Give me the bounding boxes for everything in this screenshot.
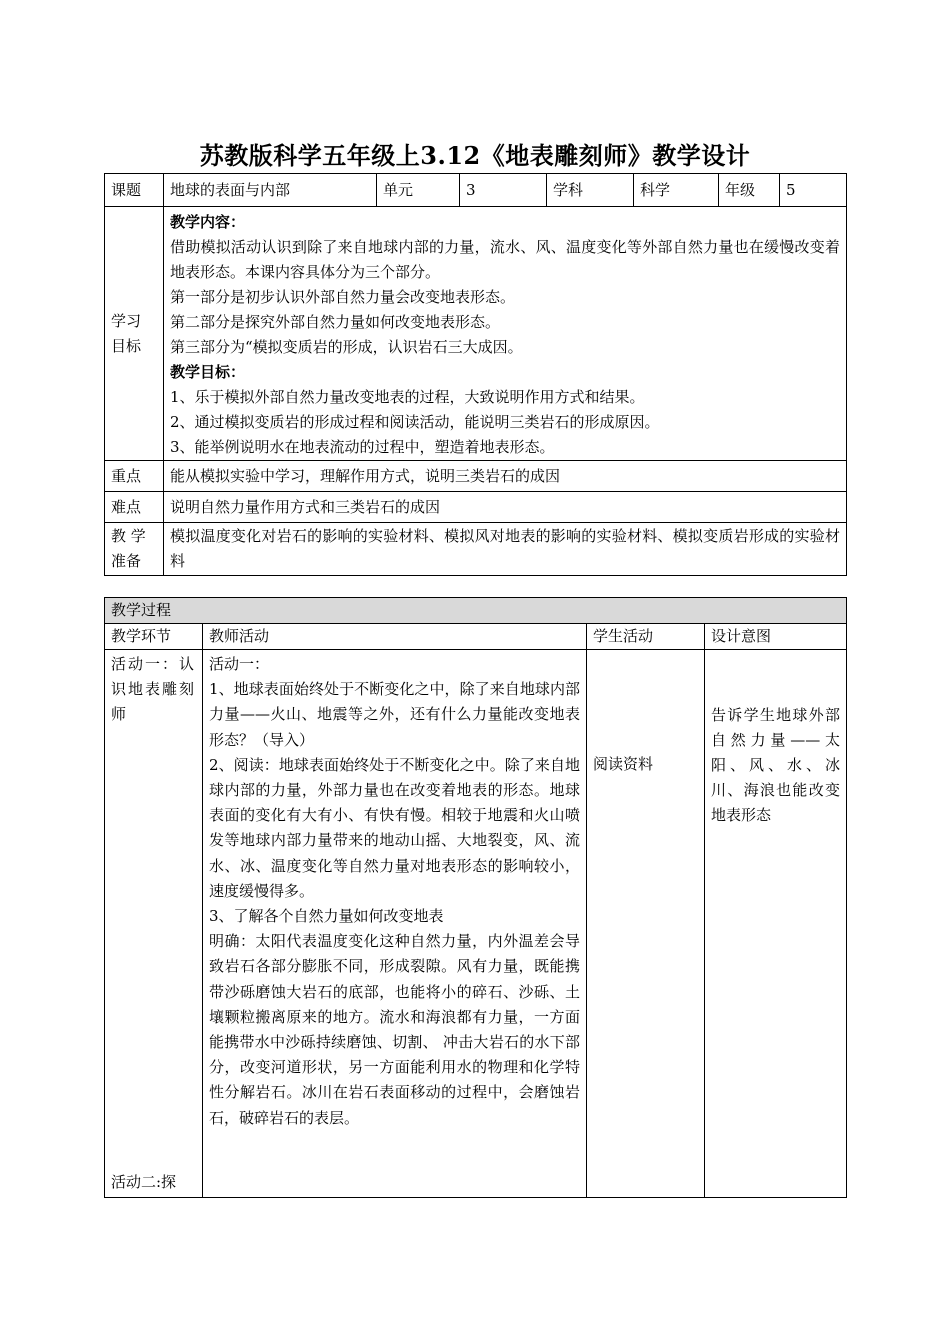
key-points-label: 重点 [105,461,164,492]
stage-2: 活动二:探 [111,1173,177,1191]
preparation-row [105,523,847,576]
col-stage: 教学环节 [105,624,203,650]
preparation-value: 模拟温度变化对岩石的影响的实验材料、模拟风对地表的影响的实验材料、模拟变质岩形成的实验材料 [164,523,847,576]
difficulties-label: 难点 [105,492,164,523]
difficulties-row [105,492,847,523]
content-text: 借助模拟活动认识到除了来自地球内部的力量，流水、风、温度变化等外部自然力量也在缓慢改变着地表形态。本课内容具体分为三个部分。 [170,238,840,281]
unit-value: 3 [460,174,547,207]
goals-row [105,207,847,461]
teacher-p3: 3、了解各个自然力量如何改变地表 [209,907,444,926]
objective-1: 1、乐于模拟外部自然力量改变地表的过程，大致说明作用方式和结果。 [170,388,645,406]
objective-2: 2、通过模拟变质岩的形成过程和阅读活动，能说明三类岩石的形成原因。 [170,413,660,431]
preparation-label: 教 学 准备 [105,523,164,576]
col-teacher: 教师活动 [203,624,587,650]
stage-1: 活动一：认识地表雕刻师 [111,655,197,723]
subject-value: 科学 [634,174,719,207]
objectives-heading: 教学目标： [170,363,246,381]
topic-label: 课题 [105,174,164,207]
subject-label: 学科 [547,174,634,207]
overview-table [104,173,847,576]
process-header-row [105,598,847,624]
difficulties-value: 说明自然力量作用方式和三类岩石的成因 [164,492,847,523]
col-intent: 设计意图 [705,624,847,650]
student-activity: 阅读资料 [587,650,705,1198]
teacher-p1: 1、地球表面始终处于不断变化之中，除了来自地球内部力量——火山、地震等之外，还有什么力量能改变地表形态？（导入） [209,680,580,749]
part-3: 第三部分为“模拟变质岩的形成，认识岩石三大成因。 [170,338,523,356]
info-row [105,174,847,207]
topic-value: 地球的表面与内部 [164,174,377,207]
stage-cell [105,650,203,1198]
grade-value: 5 [780,174,847,207]
process-columns-row [105,624,847,650]
key-points-row [105,461,847,492]
part-2: 第二部分是探究外部自然力量如何改变地表形态。 [170,313,501,331]
teacher-activity [203,650,587,1198]
design-intent: 告诉学生地球外部自然力量——太阳、风、水、冰川、海浪也能改变地表形态 [705,650,847,1198]
key-points-value: 能从模拟实验中学习，理解作用方式，说明三类岩石的成因 [164,461,847,492]
process-table [104,597,847,1198]
col-student: 学生活动 [587,624,705,650]
grade-label: 年级 [719,174,780,207]
goals-label: 学习 目标 [105,207,164,461]
teacher-heading: 活动一： [209,655,270,673]
process-header: 教学过程 [105,598,847,624]
objective-3: 3、能举例说明水在地表流动的过程中，塑造着地表形态。 [170,438,555,456]
content-heading: 教学内容： [170,213,246,231]
unit-label: 单元 [377,174,460,207]
page-title: 苏教版科学五年级上3.12《地表雕刻师》教学设计 [199,141,751,170]
teacher-p4: 明确：太阳代表温度变化这种自然力量，内外温差会导致岩石各部分膨胀不同，形成裂隙。风有力量，既能携带沙砾磨蚀大岩石的底部，也能将小的碎石、沙砾、土壤颗粒搬离原来的地方。流水和海浪都有力量，一方面能携带水中沙砾持续磨蚀、切割、 冲击大岩石的水下部分，改变河道形状，另一方面能利用水的物理和化学特性分解岩石。冰川在岩石表面移动的过程中，会磨蚀岩石，破碎岩石的表层。 [209,932,580,1127]
teacher-p2: 2、阅读：地球表面始终处于不断变化之中。除了来自地球内部的力量，外部力量也在改变着地表的形态。地球表面的变化有大有小、有快有慢。相较于地震和火山喷发等地球内部力量带来的地动山摇、大地裂变，风、流水、冰、温度变化等自然力量对地表形态的影响较小，速度缓慢得多。 [209,755,580,900]
goals-content [164,207,847,461]
activity-one-row [105,650,847,1198]
part-1: 第一部分是初步认识外部自然力量会改变地表形态。 [170,288,516,306]
